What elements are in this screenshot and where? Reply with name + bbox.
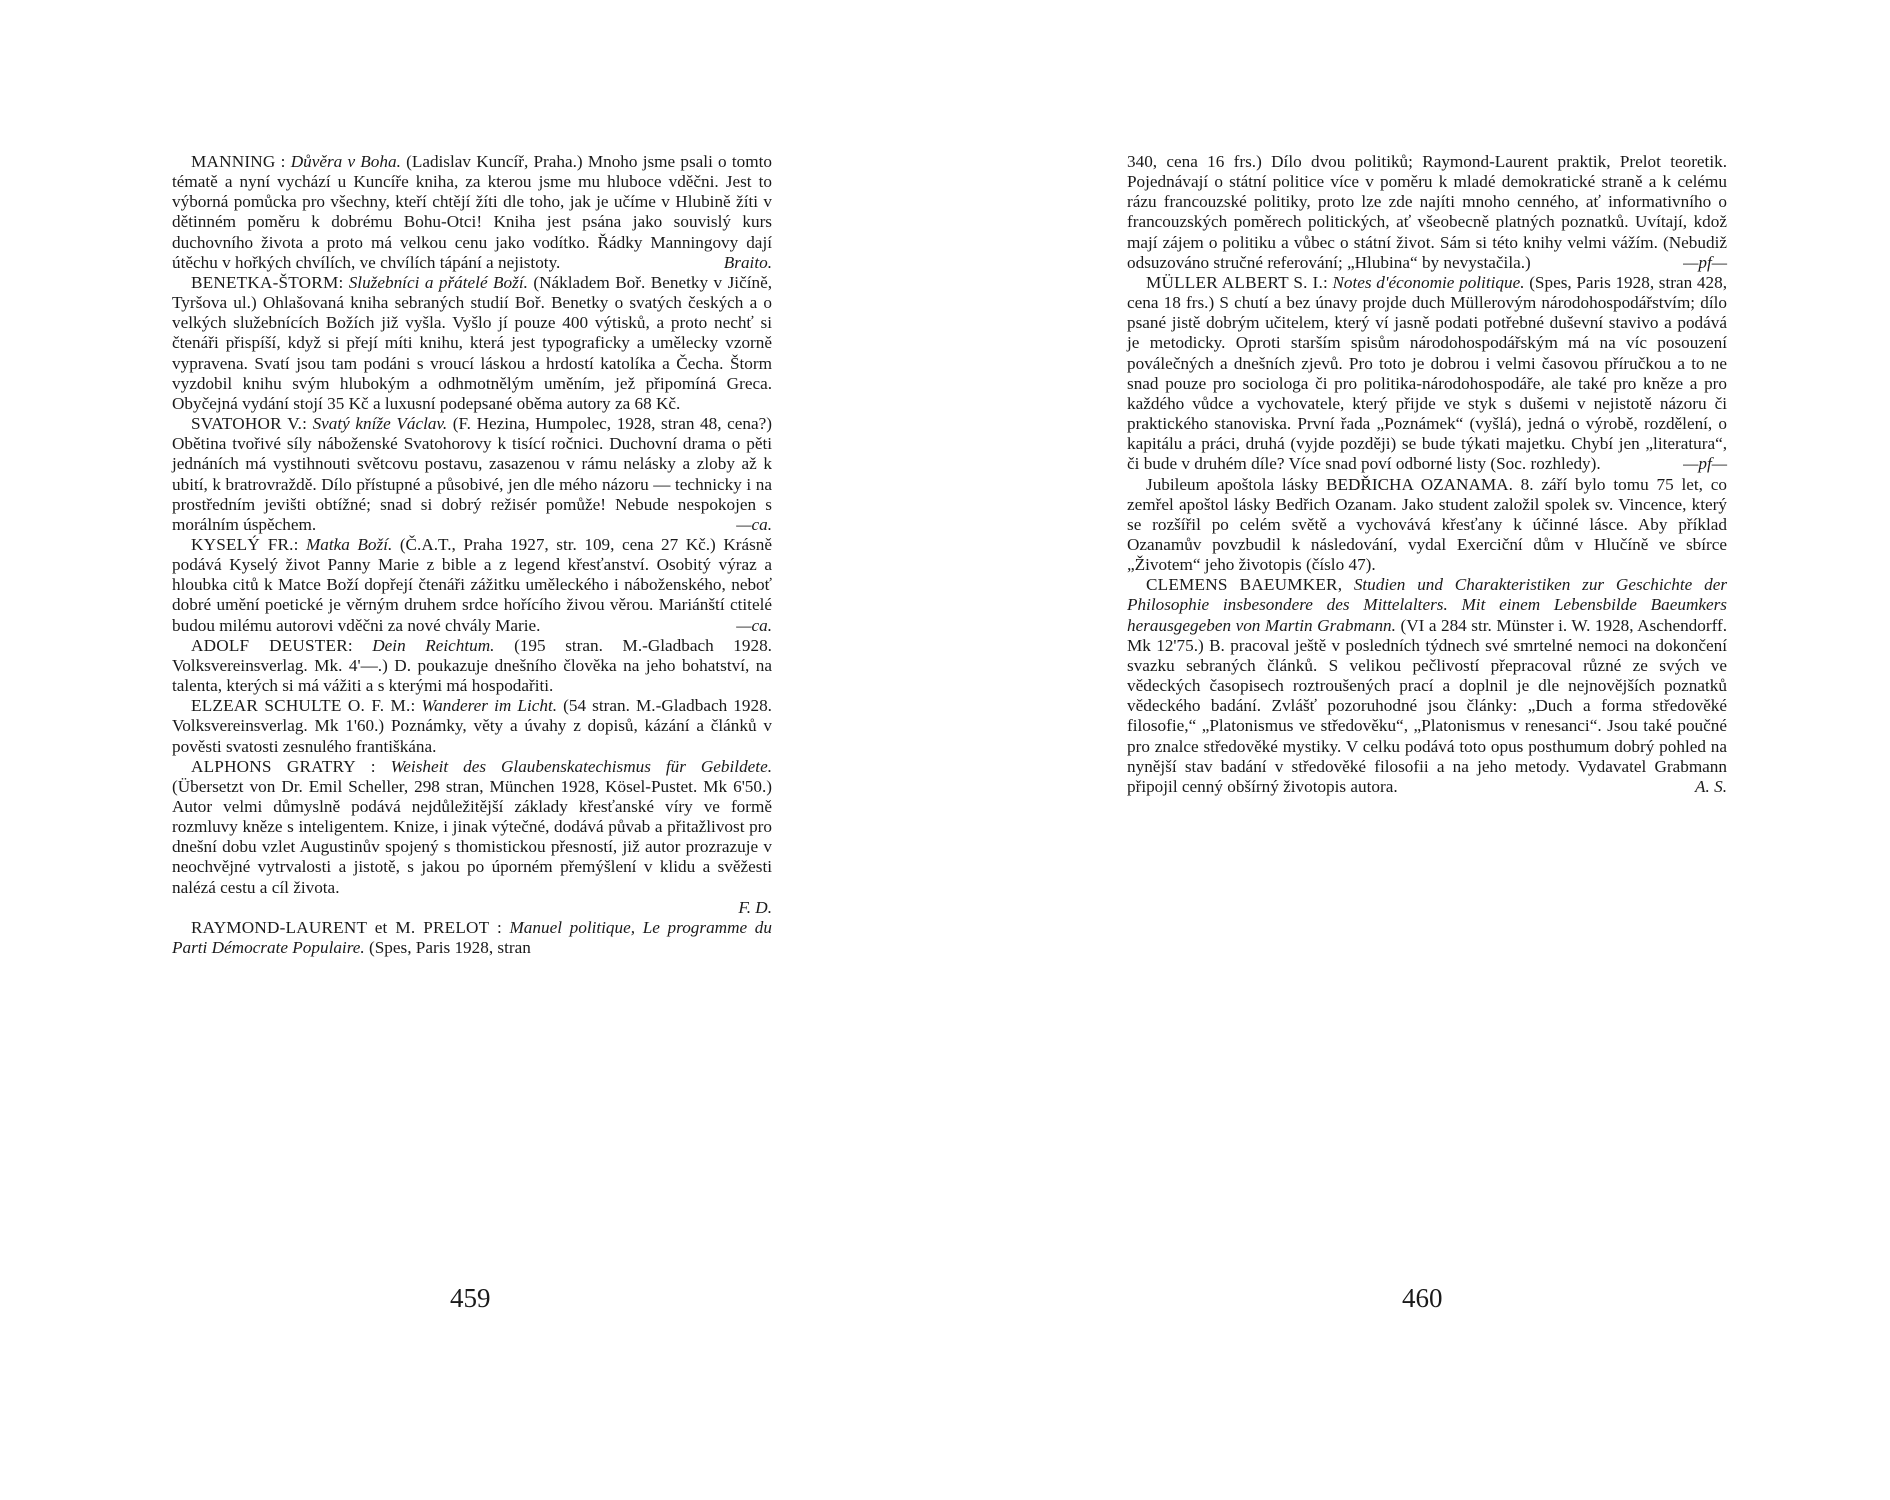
review-author: SVATOHOR V. <box>191 414 303 434</box>
review-body: (Nákladem Boř. Benetky v Jičíně, Tyršova ul.) Ohlašovaná kniha sebraných studií Boř. Benetky o svatých českých a o velkých služebnících Božích již vyšla. Vyšlo jí pouze 400 výtisků, a proto nechť si čtenáři přispíší, když si přejí míti knihu, která jest typograficky a umělecky vzorně vypravena. Svatí jsou tam podáni s vroucí láskou a hrdostí katolíka a Čecha. Štorm vyzdobil knihu svým hlubokým a odhmotnělým uměním, jež připomíná Greca. Obyčejná vydání stojí 35 Kč a luxusní podepsané oběma autory za 68 Kč. <box>172 272 772 413</box>
review-body: (VI a 284 str. Münster i. W. 1928, Aschendorff. Mk 12'75.) B. pracoval ještě v posledních týdnech své smrtelné nemoci na dokončení svazku sebraných článků. S velikou pečlivostí přepracoval různé ze svých ve vědeckých časopisech roztroušených prací a doplnil je dle nejnovějších poznatků vědeckého badání. Zvlášť pozoruhodné jsou články: „Duch a forma středověké filosofie,“ „Platonismus ve středověku“, „Platonismus v renesanci“. Jsou také poučné pro znalce středověké mystiky. V celku podává toto opus posthumum dobrý pohled na nynější stav badání v středověké filosofii a na jeho metody. Vydavatel Grabmann připojil cenný obšírný životopis autora. <box>1127 615 1728 796</box>
page-number-left: 459 <box>450 1283 491 1313</box>
review-author: ELZEAR SCHULTE O. F. M. <box>191 696 411 716</box>
review-author: MÜLLER ALBERT S. I. <box>1146 272 1323 292</box>
review-body: (Ladislav Kuncíř, Praha.) Mnoho jsme psali o tomto tématě a nyní vychází u Kuncíře kniha, za kterou jsme mu hluboce vděčni. Jest to výborná pomůcka pro všechny, kteří chtějí žíti dle toho, jak je učíme v Hlubině žíti v dětinném poměru k dobrému Bohu-Otci! Kniha jest psána jako souvislý kurs duchovního života a proto má velkou cenu jako vodítko. Řádky Manningovy dají útěchu v hořkých chvílích, ve chvílích tápání a nejistoty. <box>172 152 772 272</box>
review-body: (195 stran. M.-Gladbach 1928. Volksvereinsverlag. Mk. 4'—.) D. poukazuje dnešního člověka na jeho bohatství, na talenta, kterých si má vážiti a s kterými má hospodařiti. <box>172 635 772 696</box>
review-book-title: Svatý kníže Václav. <box>312 414 448 434</box>
review-entry: MANNING : Důvěra v Boha. (Ladislav Kuncíř, Praha.) Mnoho jsme psali o tomto tématě a nyní vychází u Kuncíře kniha, za kterou jsme mu hluboce vděčni. Jest to výborná pomůcka pro všechny, kteří chtějí žíti dle toho, jak je učíme v Hlubině žíti v dětinném poměru k dobrému Bohu-Otci! Kniha jest psána jako souvislý kurs duchovního života a proto má velkou cenu jako vodítko. Řádky Manningovy dají útěchu v hořkých chvílích, ve chvílích tápání a nejistoty. Braito. <box>172 152 772 272</box>
review-entry: CLEMENS BAEUMKER, Studien und Charakteristiken zur Geschichte der Philosophie insbesondere des Mittelalters. Mit einem Lebensbilde Baeumkers herausgegeben von Martin Grabmann. (VI a 284 str. Münster i. W. 1928, Aschendorff. Mk 12'75.) B. pracoval ještě v posledních týdnech své smrtelné nemoci na dokončení svazku sebraných článků. S velikou pečlivostí přepracoval různé ze svých ve vědeckých časopisech roztroušených prací a doplnil je dle nejnovějších poznatků vědeckého badání. Zvlášť pozoruhodné jsou články: „Duch a forma středověké filosofie,“ „Platonismus ve středověku“, „Platonismus v renesanci“. Jsou také poučné pro znalce středověké mystiky. V celku podává toto opus posthumum dobrý pohled na nynější stav badání v středověké filosofii a na jeho metody. Vydavatel Grabmann připojil cenný obšírný životopis autora. A. S. <box>1127 575 1728 796</box>
review-entry: ALPHONS GRATRY : Weisheit des Glaubenskatechismus für Gebildete. (Übersetzt von Dr. Emil Scheller, 298 stran, München 1928, Kösel-Pustet. Mk 6'50.) Autor velmi důmyslně podává nejdůležitější základy křesťanské víry ve formě rozmluvy kněze s inteligentem. Knize, i jinak výtečné, dodává půvab a přitažlivost pro dnešní dobu vzlet Augustinův spojený s thomistickou přesností, již autor prozrazuje v neochvějné vytrvalosti a jistotě, s jakou po úporném přemýšlení v klidu a svěžesti nalézá cestu a cíl života. <box>172 756 772 897</box>
left-page-text <box>172 152 772 958</box>
review-entry: ELZEAR SCHULTE O. F. M.: Wanderer im Licht. (54 stran. M.-Gladbach 1928. Volksvereinsverlag. Mk 1'60.) Poznámky, věty a úvahy z dopisů, kázání a článků v pověsti svatosti zesnulého františkána. <box>172 696 772 756</box>
review-book-title: Služebníci a přátelé Boží. <box>348 272 528 292</box>
review-entry: ADOLF DEUSTER: Dein Reichtum. (195 stran. M.-Gladbach 1928. Volksvereinsverlag. Mk. 4'—.) D. poukazuje dnešního člověka na jeho bohatství, na talenta, kterých si má vážiti a s kterými má hospodařiti. <box>172 635 772 696</box>
review-author: MANNING <box>191 152 276 171</box>
review-signature: —ca. <box>736 615 772 635</box>
review-body: (Spes, Paris 1928, stran <box>364 938 531 958</box>
review-author: ALPHONS GRATRY <box>191 756 356 776</box>
review-body: (F. Hezina, Humpolec, 1928, stran 48, cena?) Obětina tvořivé síly náboženské Svatohorovy k tisící ročnici. Duchovní drama o pěti jednáních má vystihnouti světcovu postavu, zasazenou v rámu nelásky a zloby až k ubití, k bratrovraždě. Dílo přístupné a působivé, jen dle mého názoru — technicky i na prostředním jevišti obtížné; snad si dobrý režisér pomůže! Nebude nespokojen s morálním úspěchem. <box>172 414 772 534</box>
review-entry: BENETKA-ŠTORM: Služebníci a přátelé Boží. (Nákladem Boř. Benetky v Jičíně, Tyršova ul.) Ohlašovaná kniha sebraných studií Boř. Benetky o svatých českých a o velkých služebnících Božích již vyšla. Vyšlo jí pouze 400 výtisků, a proto nechť si čtenáři přispíší, když si přejí míti knihu, která jest typograficky a umělecky vzorně vypravena. Svatí jsou tam podáni s vroucí láskou a hrdostí katolíka a Čecha. Štorm vyzdobil knihu svým hlubokým a odhmotnělým uměním, jež připomíná Greca. Obyčejná vydání stojí 35 Kč a luxusní podepsané oběma autory za 68 Kč. <box>172 272 772 413</box>
review-signature: —pf— <box>1683 252 1727 272</box>
review-book-title: Dein Reichtum. <box>372 635 495 655</box>
review-book-title: Studien und Charakteristiken zur Geschichte der Philosophie insbesondere des Mittelalters. Mit einem Lebensbilde Baeumkers herausgegeben von Martin Grabmann. <box>1127 575 1728 635</box>
review-body: (54 stran. M.-Gladbach 1928. Volksvereinsverlag. Mk 1'60.) Poznámky, věty a úvahy z dopisů, kázání a článků v pověsti svatosti zesnulého františkána. <box>172 696 772 756</box>
review-signature: F. D. <box>738 897 772 917</box>
review-author: ADOLF DEUSTER <box>191 635 348 655</box>
page-number-right: 460 <box>1402 1283 1443 1313</box>
review-entry: MÜLLER ALBERT S. I.: Notes d'économie politique. (Spes, Paris 1928, stran 428, cena 18 frs.) S chutí a bez únavy projde duch Müllerovým národohospodářstvím; dílo psané jistě dobrým učitelem, který ví jasně podati potřebné duševní stavivo a podává je metodicky. Oproti starším spisům národohospodářským má na víc posouzení poválečných a dnešních zjevů. Pro toto je dobrou i velmi časovou příručkou a to ne snad pouze pro sociologa či pro politika-národohospodáře, ale také pro kněze a pro každého vůdce a vychovatele, který přijde ve styk s dušemi v nejistotě názoru či praktického stanoviska. První řada „Poznámek“ (vyšlá), jedná o výrobě, rozdělení, o kapitálu a práci, druhá (vyjde později) se bude týkati majetku. Chybí jen „literatura“, či bude v druhém díle? Více snad poví odborné listy (Soc. rozhledy). —pf— <box>1127 272 1727 474</box>
review-book-title: Weisheit des Glaubenskatechismus für Gebildete. <box>390 756 772 776</box>
review-body: (Č.A.T., Praha 1927, str. 109, cena 27 Kč.) Krásně podává Kyselý život Panny Marie z bible a z legend křesťanství. Osobitý výraz a hloubka citů k Matce Boží dopřejí čtenáři zážitku uměleckého i náboženského, neboť dobré umění poetické je věrným druhem srdce hořícího živou věrou. Mariánští ctitelé budou milému autorovi vděčni za nové chvály Marie. <box>172 534 772 635</box>
review-entry: RAYMOND-LAURENT et M. PRELOT : Manuel politique, Le programme du Parti Démocrate Populaire. (Spes, Paris 1928, stran <box>172 917 772 958</box>
right-page-text <box>1127 152 1727 797</box>
review-signature: —ca. <box>736 514 772 534</box>
review-author: CLEMENS BAEUMKER <box>1146 575 1338 595</box>
review-book-title: Wanderer im Licht. <box>421 696 558 716</box>
review-book-title: Důvěra v Boha. <box>290 152 401 171</box>
review-book-title: Notes d'économie politique. <box>1332 272 1525 292</box>
review-signature: —pf— <box>1683 454 1727 474</box>
review-author: KYSELÝ FR. <box>191 534 294 554</box>
review-book-title: Manuel politique, Le programme du Parti Démocrate Populaire. <box>172 917 772 958</box>
review-author: BENETKA-ŠTORM <box>191 272 339 292</box>
review-book-title: Matka Boží. <box>305 534 393 554</box>
news-body: Jubileum apoštola lásky BEDŘICHA OZANAMA. 8. září bylo tomu 75 let, co zemřel apoštol lásky Bedřich Ozanam. Jako student založil spolek sv. Vincence, který se rozšířil po celém světě a vychovává křesťany k účinné lásce. Aby příklad Ozanamův povzbudil k následování, vydal Exerciční dům v Hlučíně ve sbírce „Životem“ jeho životopis (číslo 47). <box>1127 474 1727 575</box>
review-continuation <box>1127 152 1727 273</box>
news-entry <box>1127 475 1727 576</box>
review-body: (Spes, Paris 1928, stran 428, cena 18 frs.) S chutí a bez únavy projde duch Müllerovým národohospodářstvím; dílo psané jistě dobrým učitelem, který ví jasně podati potřebné duševní stavivo a podává je metodicky. Oproti starším spisům národohospodářským má na víc posouzení poválečných a dnešních zjevů. Pro toto je dobrou i velmi časovou příručkou a to ne snad pouze pro sociologa či pro politika-národohospodáře, ale také pro kněze a pro každého vůdce a vychovatele, který přijde ve styk s dušemi v nejistotě názoru či praktického stanoviska. První řada „Poznámek“ (vyšlá), jedná o výrobě, rozdělení, o kapitálu a práci, druhá (vyjde později) se bude týkati majetku. Chybí jen „literatura“, či bude v druhém díle? Více snad poví odborné listy (Soc. rozhledy). <box>1127 272 1727 474</box>
review-entry: SVATOHOR V.: Svatý kníže Václav. (F. Hezina, Humpolec, 1928, stran 48, cena?) Obětina tvořivé síly náboženské Svatohorovy k tisící ročnici. Duchovní drama o pěti jednáních má vystihnouti světcovu postavu, zasazenou v rámu nelásky a zloby až k ubití, k bratrovraždě. Dílo přístupné a působivé, jen dle mého názoru — technicky i na prostředním jevišti obtížné; snad si dobrý režisér pomůže! Nebude nespokojen s morálním úspěchem. —ca. <box>172 414 772 534</box>
review-author: RAYMOND-LAURENT et M. PRELOT <box>191 917 490 937</box>
review-signature: A. S. <box>1695 776 1727 796</box>
review-signature: Braito. <box>723 252 772 272</box>
review-body: (Übersetzt von Dr. Emil Scheller, 298 stran, München 1928, Kösel-Pustet. Mk 6'50.) Autor velmi důmyslně podává nejdůležitější základy křesťanské víry ve formě rozmluvy kněze s inteligentem. Knize, i jinak výtečné, dodává půvab a přitažlivost pro dnešní dobu vzlet Augustinův spojený s thomistickou přesností, již autor prozrazuje v neochvějné vytrvalosti a jistotě, s jakou po úporném přemýšlení v klidu a svěžesti nalézá cestu a cíl života. <box>172 776 772 897</box>
review-body: 340, cena 16 frs.) Dílo dvou politiků; Raymond-Laurent praktik, Prelot teoretik. Pojednávají o státní politice více v poměru k mladé demokratické straně a k celému rázu francouzské politiky, proto lze zde najíti mnoho cenného, ať informativního o francouzských poměrech politických, ať všeobecně platných poznatků. Uvítají, kdož mají zájem o politiku a vůbec o státní život. Sám si této knihy velmi vážím. (Nebudiž odsuzováno stručné referování; „Hlubina“ by nevystačila.) <box>1127 152 1727 272</box>
review-entry: KYSELÝ FR.: Matka Boží. (Č.A.T., Praha 1927, str. 109, cena 27 Kč.) Krásně podává Kyselý život Panny Marie z bible a z legend křesťanství. Osobitý výraz a hloubka citů k Matce Boží dopřejí čtenáři zážitku uměleckého i náboženského, neboť dobré umění poetické je věrným druhem srdce hořícího živou věrou. Mariánští ctitelé budou milému autorovi vděčni za nové chvály Marie. —ca. <box>172 534 772 635</box>
